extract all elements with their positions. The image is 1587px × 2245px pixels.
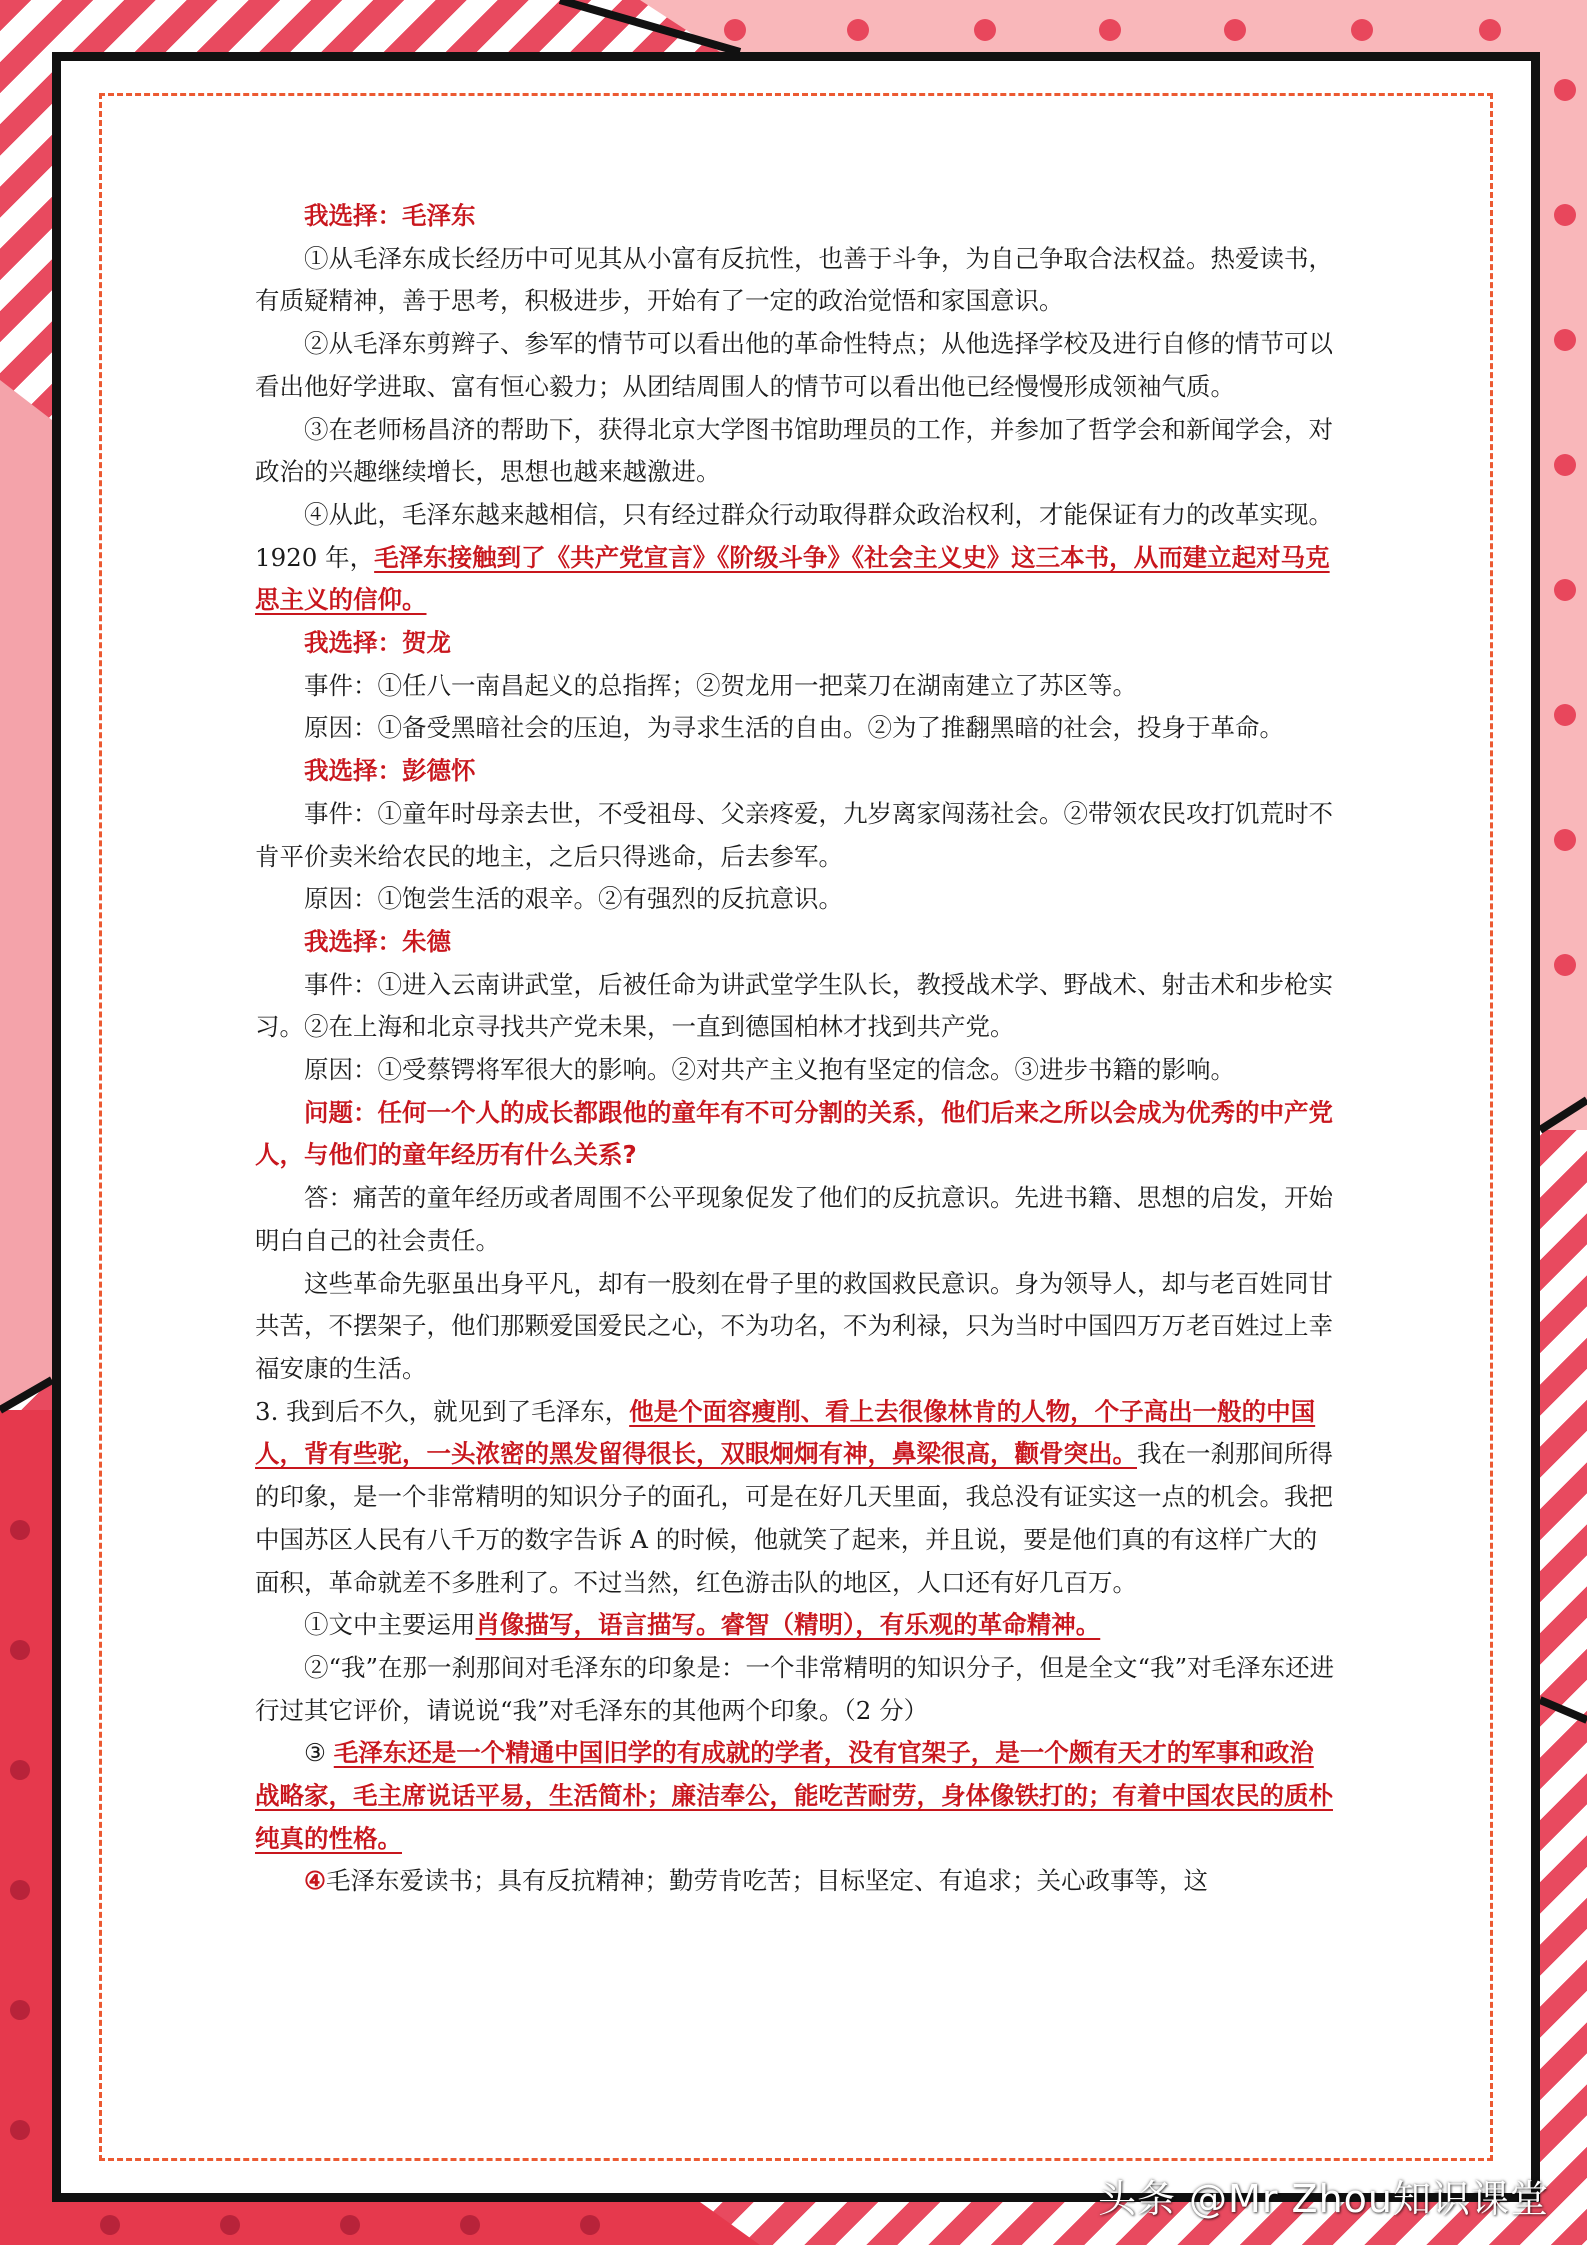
highlighted-text: 我选择：贺龙 [304, 628, 451, 658]
text-run: 事件：①童年时母亲去世，不受祖母、父亲疼爱，九岁离家闯荡社会。②带领农民攻打饥荒时不肯平价卖米给农民的地主，之后只得逃命，后去参军。 [255, 798, 1333, 871]
section-heading [255, 750, 1337, 793]
paragraph [255, 878, 1337, 921]
paragraph [255, 1604, 1337, 1647]
paragraph [255, 1263, 1337, 1391]
text-run: 3. 我到后不久，就见到了毛泽东， [255, 1396, 630, 1426]
paragraph [255, 1049, 1337, 1092]
highlighted-text: 我选择：毛泽东 [304, 201, 476, 230]
text-run: ②“我”在那一刹那间对毛泽东的印象是：一个非常精明的知识分子，但是全文“我”对毛泽东还进行过其它评价，请说说“我”对毛泽东的其他两个印象。（2 分） [255, 1652, 1335, 1725]
text-run: ③在老师杨昌济的帮助下，获得北京大学图书馆助理员的工作，并参加了哲学会和新闻学会，对政治的兴趣继续增长，思想也越来越激进。 [255, 414, 1333, 487]
text-run: 这些革命先驱虽出身平凡，却有一股刻在骨子里的救国救民意识。身为领导人，却与老百姓同甘共苦，不摆架子，他们那颗爱国爱民之心，不为功名，不为利禄，只为当时中国四万万老百姓过上幸福安康的生活。 [255, 1268, 1333, 1383]
document-body [255, 195, 1337, 1903]
paragraph [255, 1647, 1337, 1732]
text-run: 原因：①饱尝生活的艰辛。②有强烈的反抗意识。 [304, 884, 843, 914]
text-run: ③ [304, 1738, 334, 1768]
paragraph [255, 494, 1337, 622]
paragraph [255, 323, 1337, 408]
highlighted-text: 毛泽东还是一个精通中国旧学的有成就的学者，没有官架子，是一个颇有天才的军事和政治战略家，毛主席说话平易，生活简朴；廉洁奉公，能吃苦耐劳，身体像铁打的；有着中国农民的质朴纯真的性格。 [255, 1738, 1333, 1853]
highlighted-text: 毛泽东接触到了《共产党宣言》《阶级斗争》《社会主义史》这三本书，从而建立起对马克思主义的信仰。 [255, 542, 1330, 615]
highlighted-text: 他是个面容瘦削、看上去很像林肯的人物，个子高出一般的中国人，背有些驼，一头浓密的黑发留得很长，双眼炯炯有神，鼻梁很高，颧骨突出。 [255, 1396, 1316, 1469]
text-run: 答：痛苦的童年经历或者周围不公平现象促发了他们的反抗意识。先进书籍、思想的启发，开始明白自己的社会责任。 [255, 1183, 1333, 1255]
text-run: 事件：①进入云南讲武堂，后被任命为讲武堂学生队长，教授战术学、野战术、射击术和步枪实习。②在上海和北京寻找共产党未果，一直到德国柏林才找到共产党。 [255, 969, 1333, 1042]
paragraph [255, 1860, 1337, 1903]
text-run: 原因：①受蔡锷将军很大的影响。②对共产主义抱有坚定的信念。③进步书籍的影响。 [304, 1055, 1235, 1085]
text-run: ①文中主要运用 [304, 1610, 476, 1640]
paragraph [255, 665, 1337, 708]
text-run: 毛泽东爱读书；具有反抗精神；勤劳肯吃苦；目标坚定、有追求；关心政事等，这 [325, 1866, 1208, 1896]
paragraph [255, 1732, 1337, 1860]
paragraph [255, 1177, 1337, 1262]
text-run: ②从毛泽东剪辫子、参军的情节可以看出他的革命性特点；从他选择学校及进行自修的情节可以看出他好学进取、富有恒心毅力；从团结周围人的情节可以看出他已经慢慢形成领袖气质。 [255, 329, 1333, 401]
paragraph [255, 707, 1337, 750]
section-heading [255, 921, 1337, 964]
highlighted-text: ④ [304, 1866, 326, 1896]
section-heading [255, 195, 1337, 238]
paragraph [255, 1092, 1337, 1177]
paragraph [255, 964, 1337, 1049]
highlighted-text: 问题：任何一个人的成长都跟他的童年有不可分割的关系，他们后来之所以会成为优秀的中产党人，与他们的童年经历有什么关系? [255, 1097, 1333, 1170]
text-run: 原因：①备受黑暗社会的压迫，为寻求生活的自由。②为了推翻黑暗的社会，投身于革命。 [304, 713, 1284, 743]
text-run: ④从此，毛泽东越来越相信，只有经过群众行动取得群众政治权利，才能保证有力的改革实现。1920 年， [255, 499, 1333, 572]
watermark: 头条 @Mr Zhou知识课堂 [1097, 2177, 1549, 2221]
section-heading [255, 622, 1337, 665]
highlighted-text: 肖像描写，语言描写。睿智（精明），有乐观的革命精神。 [475, 1610, 1101, 1640]
highlighted-text: 我选择：朱德 [304, 926, 451, 956]
text-run: 我在一刹那间所得的印象，是一个非常精明的知识分子的面孔，可是在好几天里面，我总没有证实这一点的机会。我把中国苏区人民有八千万的数字告诉 A 的时候，他就笑了起来，并且说，要是他们真的有这样广大的面积，革命就差不多胜利了。不过当然，红色游击队的地区，人口还有好几百万。 [255, 1439, 1333, 1597]
paragraph [255, 238, 1337, 323]
paragraph [255, 1391, 1337, 1605]
text-run: 事件：①任八一南昌起义的总指挥；②贺龙用一把菜刀在湖南建立了苏区等。 [304, 670, 1137, 700]
highlighted-text: 我选择：彭德怀 [304, 756, 476, 786]
paragraph [255, 793, 1337, 878]
text-run: ①从毛泽东成长经历中可见其从小富有反抗性，也善于斗争，为自己争取合法权益。热爱读书，有质疑精神，善于思考，积极进步，开始有了一定的政治觉悟和家国意识。 [255, 243, 1333, 316]
paragraph [255, 409, 1337, 494]
